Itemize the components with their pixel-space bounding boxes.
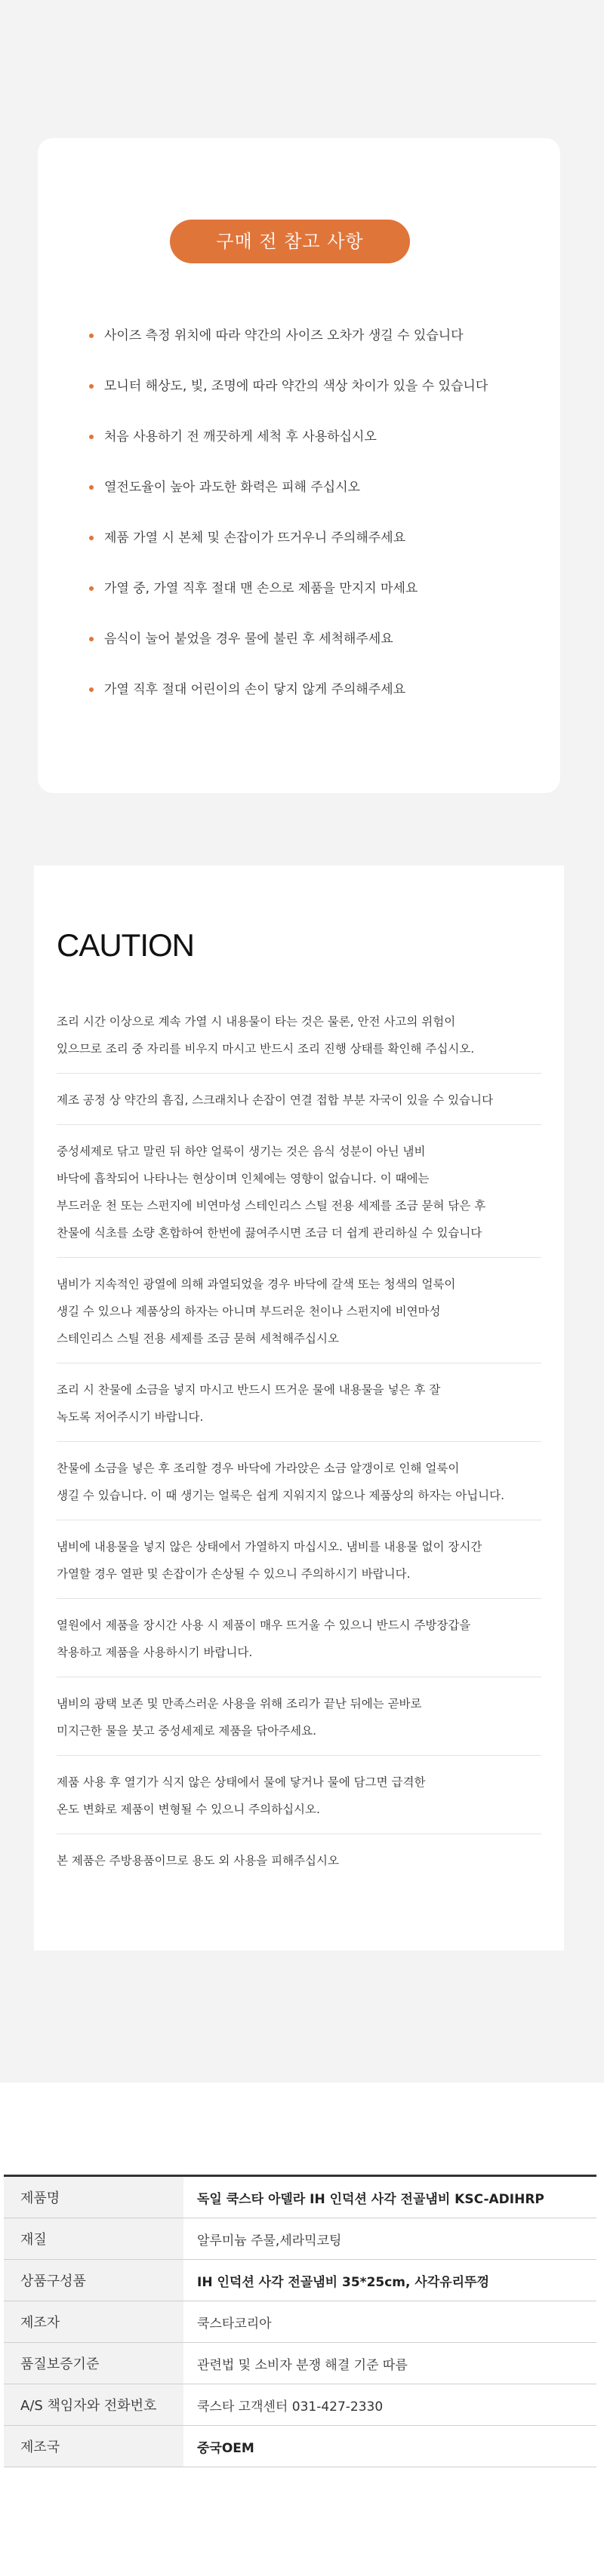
spec-row [4,2343,596,2384]
notice-item [89,327,542,377]
caution-line: 냄비의 광택 보존 및 만족스러운 사용을 위해 조리가 끝난 뒤에는 곧바로 [57,1697,422,1711]
spec-value: 관련법 및 소비자 분쟁 해결 기준 따름 [183,2343,596,2384]
caution-line: 스테인리스 스틸 전용 세제를 조금 묻혀 세척해주십시오 [57,1332,339,1345]
bullet-dot-icon [89,687,94,692]
notice-item-text: 음식이 눌어 붙었을 경우 물에 불린 후 세척해주세요 [104,632,393,647]
spec-label: 품질보증기준 [4,2343,183,2384]
caution-title: CAUTION [57,927,194,963]
caution-line: 열원에서 제품을 장시간 사용 시 제품이 매우 뜨거울 수 있으니 반드시 주방장갑을 [57,1618,471,1632]
notice-item-text: 모니터 해상도, 빛, 조명에 따라 약간의 색상 차이가 있을 수 있습니다 [104,379,488,394]
bullet-dot-icon [89,485,94,490]
bullet-dot-icon [89,334,94,338]
spec-row [4,2301,596,2343]
notice-item-text: 사이즈 측정 위치에 따라 약간의 사이즈 오차가 생길 수 있습니다 [104,328,464,343]
spec-label: 제조자 [4,2301,183,2343]
notice-item [89,478,542,529]
spec-row [4,2218,596,2260]
spec-label: A/S 책임자와 전화번호 [4,2384,183,2426]
bullet-dot-icon [89,586,94,591]
caution-line: 미지근한 물을 붓고 중성세제로 제품을 닦아주세요. [57,1724,316,1738]
spec-value: 중국OEM [183,2426,596,2467]
caution-line: 제조 공정 상 약간의 흠집, 스크래치나 손잡이 연결 접합 부분 자국이 있을 수 있습니다 [57,1093,494,1107]
spec-row [4,2176,596,2218]
caution-item [57,1520,541,1599]
caution-line: 착용하고 제품을 사용하시기 바랍니다. [57,1646,253,1659]
spec-value: 쿡스타 고객센터 031-427-2330 [183,2384,596,2426]
spec-label: 재질 [4,2218,183,2260]
spec-label: 상품구성품 [4,2260,183,2301]
caution-line: 온도 변화로 제품이 변형될 수 있으니 주의하십시오. [57,1803,320,1816]
notice-item-text: 가열 중, 가열 직후 절대 맨 손으로 제품을 만지지 마세요 [104,581,418,596]
caution-line: 찬물에 식초를 소량 혼합하여 한번에 끓여주시면 조금 더 쉽게 관리하실 수 있습니다 [57,1226,482,1240]
notice-item [89,428,542,478]
notice-item-text: 제품 가열 시 본체 및 손잡이가 뜨거우니 주의해주세요 [104,530,406,546]
spec-row [4,2384,596,2426]
caution-line: 생길 수 있으나 제품상의 하자는 아니며 부드러운 천이나 스펀지에 비연마성 [57,1305,441,1318]
caution-line: 냄비가 지속적인 광열에 의해 과열되었을 경우 바닥에 갈색 또는 청색의 얼룩이 [57,1277,456,1291]
notice-item [89,579,542,630]
purchase-notice-title: 구매 전 참고 사항 [170,220,410,263]
caution-item [57,995,541,1074]
caution-line: 바닥에 흡착되어 나타나는 현상이며 인체에는 영향이 없습니다. 이 때에는 [57,1172,430,1185]
caution-list [57,995,541,1885]
spec-value: 쿡스타코리아 [183,2301,596,2343]
caution-line: 녹도록 저어주시기 바랍니다. [57,1410,204,1424]
purchase-notice-card [38,138,560,793]
caution-item [57,1258,541,1363]
bullet-dot-icon [89,536,94,540]
caution-line: 있으므로 조리 중 자리를 비우지 마시고 반드시 조리 진행 상태를 확인해 주십시오. [57,1042,475,1056]
notice-item-text: 처음 사용하기 전 깨끗하게 세척 후 사용하십시오 [104,429,377,444]
purchase-notice-list [89,327,542,731]
caution-line: 조리 시간 이상으로 계속 가열 시 내용물이 타는 것은 물론, 안전 사고의 위험이 [57,1015,456,1028]
caution-line: 찬물에 소금을 넣은 후 조리할 경우 바닥에 가라앉은 소금 알갱이로 인해 얼룩이 [57,1462,460,1475]
caution-item [57,1125,541,1258]
caution-line: 중성세제로 닦고 말린 뒤 하얀 얼룩이 생기는 것은 음식 성분이 아닌 냄비 [57,1145,426,1158]
caution-card [34,865,564,1950]
bullet-dot-icon [89,384,94,389]
notice-item [89,630,542,681]
notice-item-text: 열전도율이 높아 과도한 화력은 피해 주십시오 [104,480,361,495]
notice-item [89,681,542,731]
caution-line: 본 제품은 주방용품이므로 용도 외 사용을 피해주십시오 [57,1854,339,1867]
product-spec-table [4,2175,596,2467]
spec-row [4,2260,596,2301]
caution-line: 제품 사용 후 열기가 식지 않은 상태에서 물에 닿거나 물에 담그면 급격한 [57,1775,426,1789]
caution-line: 냄비에 내용물을 넣지 않은 상태에서 가열하지 마십시오. 냄비를 내용물 없이 장시간 [57,1540,482,1554]
spec-row [4,2426,596,2467]
caution-line: 조리 시 찬물에 소금을 넣지 마시고 반드시 뜨거운 물에 내용물을 넣은 후 잘 [57,1383,441,1397]
caution-item [57,1074,541,1125]
caution-line: 생길 수 있습니다. 이 때 생기는 얼룩은 쉽게 지워지지 않으나 제품상의 하자는 아닙니다. [57,1489,505,1502]
spec-label: 제조국 [4,2426,183,2467]
notice-item-text: 가열 직후 절대 어린이의 손이 닿지 않게 주의해주세요 [104,682,406,697]
caution-line: 가열할 경우 열판 및 손잡이가 손상될 수 있으니 주의하시기 바랍니다. [57,1567,411,1581]
caution-item [57,1834,541,1885]
spec-value: IH 인덕션 사각 전골냄비 35*25cm, 사각유리뚜껑 [183,2260,596,2301]
spec-value: 독일 쿡스타 아델라 IH 인덕션 사각 전골냄비 KSC-ADIHRP [183,2176,596,2218]
bullet-dot-icon [89,435,94,439]
caution-item [57,1599,541,1677]
bullet-dot-icon [89,637,94,641]
notice-item [89,529,542,579]
notice-item [89,377,542,428]
caution-item [57,1442,541,1520]
spec-label: 제품명 [4,2176,183,2218]
spec-value: 알루미늄 주물,세라믹코팅 [183,2218,596,2260]
caution-line: 부드러운 천 또는 스펀지에 비연마성 스테인리스 스틸 전용 세제를 조금 묻혀 닦은 후 [57,1199,486,1213]
caution-item [57,1677,541,1756]
caution-item [57,1756,541,1834]
caution-item [57,1363,541,1442]
